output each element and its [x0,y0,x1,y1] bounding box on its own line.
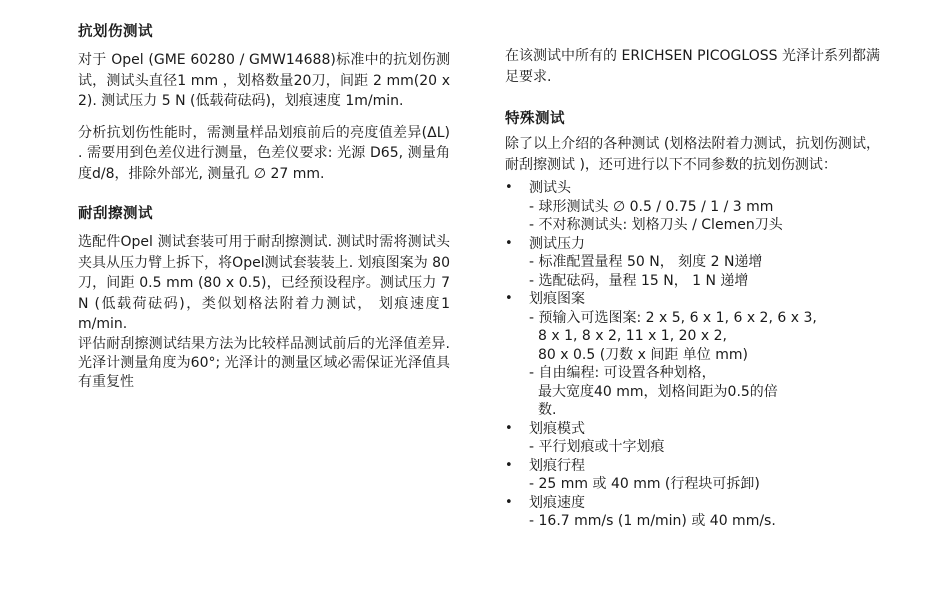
list-item-line: 数. [538,402,557,418]
list-item-line: - 25 mm 或 40 mm (行程块可拆卸) [529,476,760,492]
bullet-icon: • [505,494,513,510]
list-item-line: - 不对称测试头: 划格刀头 / Clemen刀头 [529,217,783,233]
list-item [505,179,880,235]
scratch-test-paragraph-1: 对于 Opel (GME 60280 / GMW14688)标准中的抗划伤测试，测试头直径1 mm ，划格数量20刀，间距 2 mm(20 x 2). 测试压力 5 N (低载荷砝码)，划痕速度 1m/min. [78,52,450,109]
section-heading-scratch-test: 抗划伤测试 [78,24,153,40]
list-item [505,290,880,420]
section-heading-special-tests: 特殊测试 [505,111,565,127]
right-column [505,0,880,531]
list-item-line: - 选配砝码，量程 15 N， 1 N 递增 [529,272,749,289]
list-item-line: - 平行划痕或十字划痕 [529,439,665,455]
list-item-title: 划痕图案 [529,291,585,307]
bullet-icon: • [505,291,513,306]
list-item-line: 80 x 0.5 (刀数 x 间距 单位 mm) [538,346,748,363]
mar-test-paragraph-2: 评估耐刮擦测试结果方法为比较样品测试前后的光泽值差异.光泽计测量角度为60°; 光泽计的测量区域必需保证光泽值具有重复性 [78,335,450,390]
bullet-icon: • [505,420,513,436]
list-item-title: 测试压力 [529,235,585,252]
list-item [505,494,880,531]
list-item-line: - 自由编程: 可设置各种划格， [529,365,716,381]
list-item-line: - 预输入可选图案: 2 x 5, 6 x 1, 6 x 2, 6 x 3, [529,309,817,326]
list-item-line: - 球形测试头 ∅ 0.5 / 0.75 / 1 / 3 mm [529,198,774,215]
bullet-icon: • [505,235,513,251]
list-item [505,235,880,291]
section-heading-mar-test: 耐刮擦测试 [78,206,153,222]
list-item [505,420,880,457]
list-item-line: - 16.7 mm/s (1 m/min) 或 40 mm/s. [529,513,776,529]
gloss-meter-note: 在该测试中所有的 ERICHSEN PICOGLOSS 光泽计系列都满足要求. [505,48,880,85]
left-column [78,0,450,392]
bullet-icon: • [505,180,513,195]
list-item-line: 8 x 1, 8 x 2, 11 x 1, 20 x 2, [538,328,727,344]
bullet-icon: • [505,457,513,473]
list-item-title: 划痕模式 [529,420,585,437]
list-item-title: 测试头 [529,180,571,196]
list-item-line: 最大宽度40 mm，划格间距为0.5的倍 [538,383,778,400]
scratch-test-paragraph-2: 分析抗划伤性能时，需测量样品划痕前后的亮度值差异(ΔL) . 需要用到色差仪进行测量，色差仪要求: 光源 D65, 测量角度d/8，排除外部光, 测量孔 ∅ 27 mm. [78,124,450,182]
special-tests-list [505,179,880,531]
special-tests-intro: 除了以上介绍的各种测试 (划格法附着力测试，抗划伤测试，耐刮擦测试 )，还可进行以下不同参数的抗划伤测试： [505,136,880,173]
list-item-title: 划痕速度 [529,494,585,511]
list-item-title: 划痕行程 [529,457,585,474]
list-item [505,457,880,494]
mar-test-paragraph-1: 选配件Opel 测试套装可用于耐刮擦测试. 测试时需将测试头夹具从压力臂上拆下，将Opel测试套装装上. 划痕图案为 80 刀，间距 0.5 mm (80 x 0.5)，已经预设程序。测试压力 7 N (低载荷砝码)，类似划格法附着力测试， 划痕速度1 m/min. [78,234,450,332]
list-item-line: - 标准配置量程 50 N， 刻度 2 N递增 [529,254,763,270]
